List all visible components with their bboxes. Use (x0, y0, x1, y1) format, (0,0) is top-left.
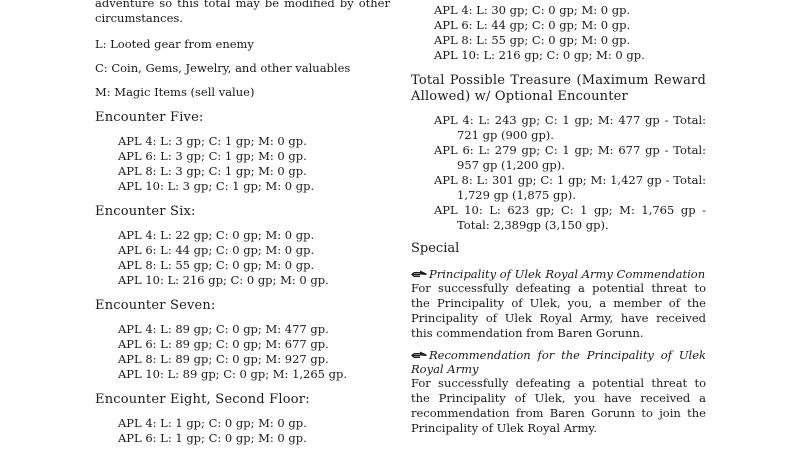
apl-line: APL 4: L: 89 gp; C: 0 gp; M: 477 gp. (118, 322, 329, 336)
apl-total-line: APL 6: L: 279 gp; C: 1 gp; M: 677 gp - Total: 957 gp (1,200 gp). (434, 143, 706, 172)
encounter-six-title: Encounter Six: (95, 204, 196, 219)
encounter-five-title: Encounter Five: (95, 110, 204, 125)
apl-line: APL 8: L: 55 gp; C: 0 gp; M: 0 gp. (118, 258, 315, 272)
legend-looted: L: Looted gear from enemy (95, 37, 254, 51)
cert-commendation-title (411, 267, 706, 281)
encounter-eight-title: Encounter Eight, Second Floor: (95, 392, 310, 407)
encounter-seven-list (95, 322, 390, 382)
cert-commendation-body: For successfully defeating a potential threat to the Principality of Ulek, you, a member of the Principality of Ulek Royal Army, have received this commendation from Baren Gorunn. (411, 281, 706, 340)
left-column (95, 0, 390, 455)
right-column (411, 3, 706, 436)
encounter-eight-list (95, 416, 390, 446)
encounter-six-list (95, 228, 390, 288)
cert-title-text: Principality of Ulek Royal Army Commendation (429, 267, 706, 281)
apl-total-line: APL 10: L: 623 gp; C: 1 gp; M: 1,765 gp - Total: 2,389gp (3,150 gp). (434, 203, 706, 232)
apl-line: APL 4: L: 22 gp; C: 0 gp; M: 0 gp. (118, 228, 315, 242)
apl-line: APL 6: L: 44 gp; C: 0 gp; M: 0 gp. (118, 243, 315, 257)
apl-line: APL 4: L: 30 gp; C: 0 gp; M: 0 gp. (434, 3, 631, 17)
encounter-seven-title: Encounter Seven: (95, 298, 216, 313)
intro-line-2: circumstances. (95, 11, 183, 25)
apl-line: APL 8: L: 3 gp; C: 1 gp; M: 0 gp. (118, 164, 307, 178)
legend-coin: C: Coin, Gems, Jewelry, and other valuables (95, 61, 351, 75)
apl-line: APL 10: L: 216 gp; C: 0 gp; M: 0 gp. (434, 48, 645, 62)
cert-title-text: Recommendation for the Principality of Ulek Royal Army (411, 348, 706, 376)
encounter-five-list (95, 134, 390, 194)
pointing-hand-icon (411, 351, 427, 360)
encounter-eight-third-list (411, 3, 706, 63)
apl-total-line: APL 4: L: 243 gp; C: 1 gp; M: 477 gp - Total: 721 gp (900 gp). (434, 113, 706, 142)
cert-recommendation (411, 348, 706, 436)
pointing-hand-icon (411, 270, 427, 279)
cert-recommendation-body: For successfully defeating a potential threat to the Principality of Ulek, you have received a recommendation from Baren Gorunn to join the Principality of Ulek Royal Army. (411, 376, 706, 435)
cert-recommendation-title (411, 348, 706, 376)
special-heading: Special (411, 241, 460, 256)
apl-line: APL 8: L: 55 gp; C: 0 gp; M: 0 gp. (434, 33, 631, 47)
apl-line: APL 6: L: 44 gp; C: 0 gp; M: 0 gp. (434, 18, 631, 32)
legend-magic: M: Magic Items (sell value) (95, 85, 255, 99)
intro-text (95, 0, 390, 11)
cert-commendation (411, 267, 706, 341)
apl-line: APL 10: L: 216 gp; C: 0 gp; M: 0 gp. (118, 273, 329, 287)
apl-line: APL 8: L: 89 gp; C: 0 gp; M: 927 gp. (118, 352, 329, 366)
apl-line: APL 6: L: 1 gp; C: 0 gp; M: 0 gp. (118, 431, 307, 445)
apl-line: APL 6: L: 89 gp; C: 0 gp; M: 677 gp. (118, 337, 329, 351)
apl-total-line: APL 8: L: 301 gp; C: 1 gp; M: 1,427 gp - Total: 1,729 gp (1,875 gp). (434, 173, 706, 202)
apl-line: APL 6: L: 3 gp; C: 1 gp; M: 0 gp. (118, 149, 307, 163)
apl-line: APL 4: L: 3 gp; C: 1 gp; M: 0 gp. (118, 134, 307, 148)
apl-line: APL 4: L: 1 gp; C: 0 gp; M: 0 gp. (118, 416, 307, 430)
intro-line-1: adventure so this total may be modified by other (95, 0, 390, 10)
intro-text-end (95, 11, 390, 26)
total-treasure-list (411, 113, 706, 233)
total-treasure-title: Total Possible Treasure (Maximum Reward Allowed) w/ Optional Encounter (411, 73, 706, 104)
apl-line: APL 10: L: 3 gp; C: 1 gp; M: 0 gp. (118, 179, 315, 193)
apl-line: APL 10: L: 89 gp; C: 0 gp; M: 1,265 gp. (118, 367, 348, 381)
